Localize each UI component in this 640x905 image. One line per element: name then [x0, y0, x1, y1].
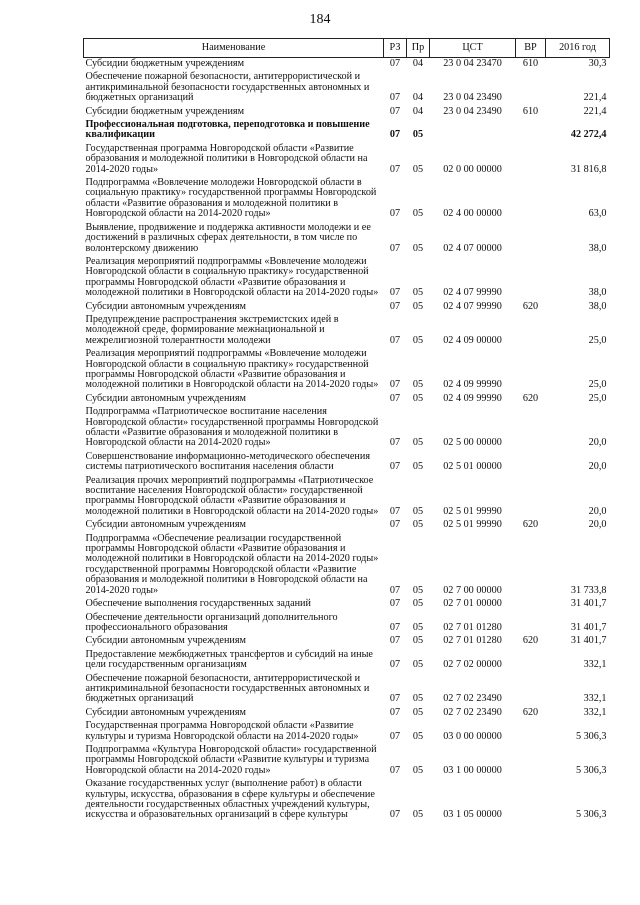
cell-sum: 63,0	[588, 208, 607, 220]
cell-pr: 05	[412, 505, 424, 517]
cell-vr: 620	[522, 635, 539, 647]
table-row	[84, 612, 610, 636]
cell-pr: 05	[412, 764, 424, 776]
cell-sum: 332,1	[583, 693, 607, 705]
cell-name: Государственная программа Новгородской области «Развитие культуры и туризма Новгородской области на 2014-2020 годы»	[85, 720, 359, 742]
header-rz: РЗ	[384, 39, 407, 58]
cell-vr: 620	[522, 706, 539, 718]
cell-sum: 5 306,3	[575, 730, 607, 742]
cell-cst: 23 0 04 23490	[443, 92, 502, 104]
cell-sum: 31 401,7	[570, 635, 607, 647]
cell-pr: 05	[412, 659, 424, 671]
cell-sum: 221,4	[583, 105, 607, 117]
table-row	[84, 475, 610, 520]
cell-name: Реализация прочих мероприятий подпрограммы «Патриотическое воспитание населения Новгородской области» государственной программы Новгородской области «Развитие образования и молодежной политики в Новгородской области на 2014-2020 годы»	[85, 474, 379, 517]
cell-vr	[516, 348, 546, 393]
cell-sum: 42 272,4	[570, 129, 607, 141]
cell-cst: 03 1 05 00000	[443, 809, 502, 821]
table-row	[84, 106, 610, 119]
cell-name: Подпрограмма «Культура Новгородской области» государственной программы Новгородской области «Развитие культуры и туризма Новгородской области на 2014-2020 годы»	[85, 743, 377, 776]
cell-name: Субсидии автономным учреждениям	[85, 300, 246, 312]
cell-rz: 07	[389, 92, 401, 104]
cell-pr: 04	[412, 92, 424, 104]
budget-table	[83, 38, 610, 823]
cell-sum: 332,1	[583, 706, 607, 718]
cell-vr	[516, 612, 546, 636]
cell-vr: 610	[522, 58, 539, 69]
cell-cst: 02 5 01 99990	[443, 519, 502, 531]
cell-sum: 5 306,3	[575, 764, 607, 776]
table-row	[84, 649, 610, 673]
cell-rz: 07	[389, 287, 401, 299]
cell-rz: 07	[389, 584, 401, 596]
cell-rz: 07	[389, 809, 401, 821]
cell-name: Предупреждение распространения экстремистских идей в молодежной среде, формирование межнациональной и межрелигиозной толерантности молодежи	[85, 313, 339, 346]
cell-name: Совершенствование информационно-методического обеспечения системы патриотического воспитания населения области	[85, 450, 371, 473]
cell-sum: 31 401,7	[570, 598, 607, 610]
cell-sum: 31 816,8	[570, 163, 607, 175]
table-row	[84, 744, 610, 778]
table-header-row	[84, 39, 610, 58]
cell-vr	[516, 256, 546, 301]
table-body	[84, 58, 610, 823]
cell-cst	[430, 119, 516, 143]
cell-vr: 610	[522, 105, 539, 117]
cell-pr: 05	[412, 621, 424, 633]
cell-name: Субсидии бюджетным учреждениям	[85, 105, 245, 117]
table-row	[84, 451, 610, 475]
cell-rz: 07	[389, 129, 401, 141]
cell-pr: 05	[412, 706, 424, 718]
cell-name: Выявление, продвижение и поддержка активности молодежи и ее достижений в различных сферах деятельности, в том числе по волонтерскому движению	[85, 221, 371, 254]
cell-rz: 07	[389, 300, 401, 312]
cell-pr: 04	[412, 105, 424, 117]
header-sum: 2016 год	[546, 39, 610, 58]
cell-name: Предоставление межбюджетных трансфертов и субсидий на иные цели государственным организациям	[85, 648, 373, 671]
cell-pr: 05	[412, 598, 424, 610]
cell-rz: 07	[389, 706, 401, 718]
table-row	[84, 519, 610, 532]
cell-vr: 620	[522, 392, 539, 404]
table-row	[84, 673, 610, 707]
cell-sum: 20,0	[588, 461, 607, 473]
table-row	[84, 348, 610, 393]
table-row	[84, 778, 610, 823]
cell-pr: 05	[412, 379, 424, 391]
cell-rz: 07	[389, 730, 401, 742]
page-number: 184	[309, 12, 331, 27]
cell-sum: 31 401,7	[570, 621, 607, 633]
cell-cst: 02 7 02 00000	[443, 659, 502, 671]
cell-cst: 02 7 02 23490	[443, 706, 502, 718]
cell-pr: 05	[412, 584, 424, 596]
cell-name: Субсидии автономным учреждениям	[85, 519, 246, 531]
cell-sum: 5 306,3	[575, 809, 607, 821]
cell-name: Государственная программа Новгородской области «Развитие образования и молодежной политики в Новгородской области на 2014-2020 годы»	[85, 142, 368, 175]
table-row	[84, 635, 610, 648]
cell-rz: 07	[389, 621, 401, 633]
cell-rz: 07	[389, 379, 401, 391]
header-vr: ВР	[516, 39, 546, 58]
cell-pr: 05	[412, 300, 424, 312]
cell-rz: 07	[389, 598, 401, 610]
cell-rz: 07	[389, 58, 401, 69]
cell-name: Подпрограмма «Обеспечение реализации государственной программы Новгородской области «Развитие образования и молодежной политики в Новгородской области на 2014-2020 годы» государственной программы Новгородской области «Развитие образования и молодежной политики в Новгородской области на 2014-2020 годы»	[85, 532, 379, 596]
cell-vr	[516, 119, 546, 143]
cell-cst: 02 4 09 99990	[443, 379, 502, 391]
table-row	[84, 71, 610, 105]
cell-name: Субсидии автономным учреждениям	[85, 392, 246, 404]
cell-pr: 05	[412, 129, 424, 141]
cell-rz: 07	[389, 505, 401, 517]
cell-sum: 30,3	[588, 58, 607, 69]
cell-cst: 02 7 02 23490	[443, 693, 502, 705]
header-cst: ЦСТ	[430, 39, 516, 58]
cell-sum: 31 733,8	[570, 584, 607, 596]
cell-pr: 05	[412, 730, 424, 742]
cell-vr	[516, 314, 546, 348]
table-row	[84, 598, 610, 611]
table-row	[84, 222, 610, 256]
cell-cst: 02 4 09 00000	[443, 334, 502, 346]
cell-rz: 07	[389, 163, 401, 175]
cell-cst: 02 5 00 00000	[443, 437, 502, 449]
cell-name: Обеспечение пожарной безопасности, антитеррористической и антикриминальной безопасности государственных автономных и бюджетных организаций	[85, 672, 370, 705]
cell-name: Субсидии автономным учреждениям	[85, 635, 246, 647]
cell-cst: 23 0 04 23470	[443, 58, 502, 69]
cell-cst: 03 0 00 00000	[443, 730, 502, 742]
cell-vr	[516, 778, 546, 823]
cell-name: Профессиональная подготовка, переподготовка и повышение квалификации	[85, 119, 370, 141]
cell-sum: 38,0	[588, 287, 607, 299]
cell-vr	[516, 406, 546, 451]
cell-pr: 05	[412, 208, 424, 220]
cell-name: Обеспечение выполнения государственных заданий	[85, 598, 311, 610]
table-row	[84, 256, 610, 301]
cell-sum: 38,0	[588, 242, 607, 254]
cell-rz: 07	[389, 242, 401, 254]
cell-vr	[516, 598, 546, 611]
table-row	[84, 119, 610, 143]
cell-vr	[516, 744, 546, 778]
cell-vr	[516, 71, 546, 105]
cell-name: Обеспечение деятельности организаций дополнительного профессионального образования	[85, 611, 338, 633]
cell-rz: 07	[389, 693, 401, 705]
cell-cst: 02 5 01 00000	[443, 461, 502, 473]
cell-name: Реализация мероприятий подпрограммы «Вовлечение молодежи Новгородской области в социальную практику» государственной программы Новгородской области «Развитие образования и молодежной политики в Новгородской области на 2014-2020 годы»	[85, 348, 379, 391]
cell-pr: 05	[412, 437, 424, 449]
cell-pr: 05	[412, 287, 424, 299]
table-row	[84, 301, 610, 314]
table-row	[84, 533, 610, 598]
table-row	[84, 177, 610, 222]
cell-name: Оказание государственных услуг (выполнение работ) в области культуры, искусства, образования в сфере культуры и обеспечение деятельности государственных областных учреждений культуры, искусства и образовательных организаций в сфере культуры	[85, 778, 375, 821]
cell-name: Подпрограмма «Вовлечение молодежи Новгородской области в социальную практику» государственной программы Новгородской области «Развитие образования и молодежной политики в Новгородской области на 2014-2020 годы»	[85, 177, 377, 220]
cell-pr: 05	[412, 334, 424, 346]
cell-cst: 02 4 09 99990	[443, 392, 502, 404]
cell-pr: 05	[412, 242, 424, 254]
cell-cst: 02 7 01 01280	[443, 635, 502, 647]
cell-vr	[516, 177, 546, 222]
cell-cst: 02 7 00 00000	[443, 584, 502, 596]
cell-rz: 07	[389, 208, 401, 220]
cell-name: Подпрограмма «Патриотическое воспитание населения Новгородской области» государственной программы Новгородской области «Развитие образования и молодежной политики в Новгородской области на 2014-2020 годы»	[85, 406, 379, 449]
cell-vr: 620	[522, 519, 539, 531]
cell-name: Субсидии бюджетным учреждениям	[85, 58, 245, 69]
cell-vr	[516, 475, 546, 520]
cell-rz: 07	[389, 635, 401, 647]
cell-sum: 20,0	[588, 505, 607, 517]
cell-rz: 07	[389, 105, 401, 117]
cell-pr: 05	[412, 693, 424, 705]
cell-pr: 05	[412, 461, 424, 473]
cell-vr	[516, 533, 546, 598]
cell-vr: 620	[522, 300, 539, 312]
table-row	[84, 314, 610, 348]
cell-rz: 07	[389, 437, 401, 449]
cell-cst: 02 7 01 00000	[443, 598, 502, 610]
cell-cst: 02 4 07 00000	[443, 242, 502, 254]
cell-name: Субсидии автономным учреждениям	[85, 706, 246, 718]
table-row	[84, 58, 610, 72]
cell-sum: 221,4	[583, 92, 607, 104]
cell-rz: 07	[389, 334, 401, 346]
table-row	[84, 143, 610, 177]
cell-vr	[516, 451, 546, 475]
cell-vr	[516, 649, 546, 673]
cell-cst: 02 5 01 99990	[443, 505, 502, 517]
cell-vr	[516, 143, 546, 177]
table-row	[84, 406, 610, 451]
cell-sum: 38,0	[588, 300, 607, 312]
cell-sum: 20,0	[588, 437, 607, 449]
cell-pr: 04	[412, 58, 424, 69]
cell-vr	[516, 222, 546, 256]
cell-sum: 25,0	[588, 334, 607, 346]
cell-sum: 25,0	[588, 379, 607, 391]
cell-vr	[516, 720, 546, 744]
cell-name: Реализация мероприятий подпрограммы «Вовлечение молодежи Новгородской области в социальную практику» государственной программы Новгородской области «Развитие образования и молодежной политики в Новгородской области на 2014-2020 годы»	[85, 255, 379, 299]
table-row	[84, 707, 610, 720]
table-row	[84, 720, 610, 744]
table-row	[84, 393, 610, 406]
cell-pr: 05	[412, 809, 424, 821]
cell-rz: 07	[389, 392, 401, 404]
cell-rz: 07	[389, 519, 401, 531]
cell-cst: 02 7 01 01280	[443, 621, 502, 633]
cell-cst: 23 0 04 23490	[443, 105, 502, 117]
cell-cst: 03 1 00 00000	[443, 764, 502, 776]
header-name: Наименование	[84, 39, 384, 58]
cell-name: Обеспечение пожарной безопасности, антитеррористической и антикриминальной безопасности государственных автономных и бюджетных организаций	[85, 71, 370, 104]
cell-vr	[516, 673, 546, 707]
cell-pr: 05	[412, 392, 424, 404]
cell-cst: 02 4 07 99990	[443, 287, 502, 299]
cell-pr: 05	[412, 519, 424, 531]
cell-pr: 05	[412, 635, 424, 647]
header-pr: Пр	[407, 39, 430, 58]
cell-sum: 20,0	[588, 519, 607, 531]
cell-cst: 02 4 07 99990	[443, 300, 502, 312]
cell-rz: 07	[389, 461, 401, 473]
cell-cst: 02 0 00 00000	[443, 163, 502, 175]
cell-rz: 07	[389, 764, 401, 776]
cell-cst: 02 4 00 00000	[443, 208, 502, 220]
cell-sum: 25,0	[588, 392, 607, 404]
cell-sum: 332,1	[583, 659, 607, 671]
cell-rz: 07	[389, 659, 401, 671]
cell-pr: 05	[412, 163, 424, 175]
